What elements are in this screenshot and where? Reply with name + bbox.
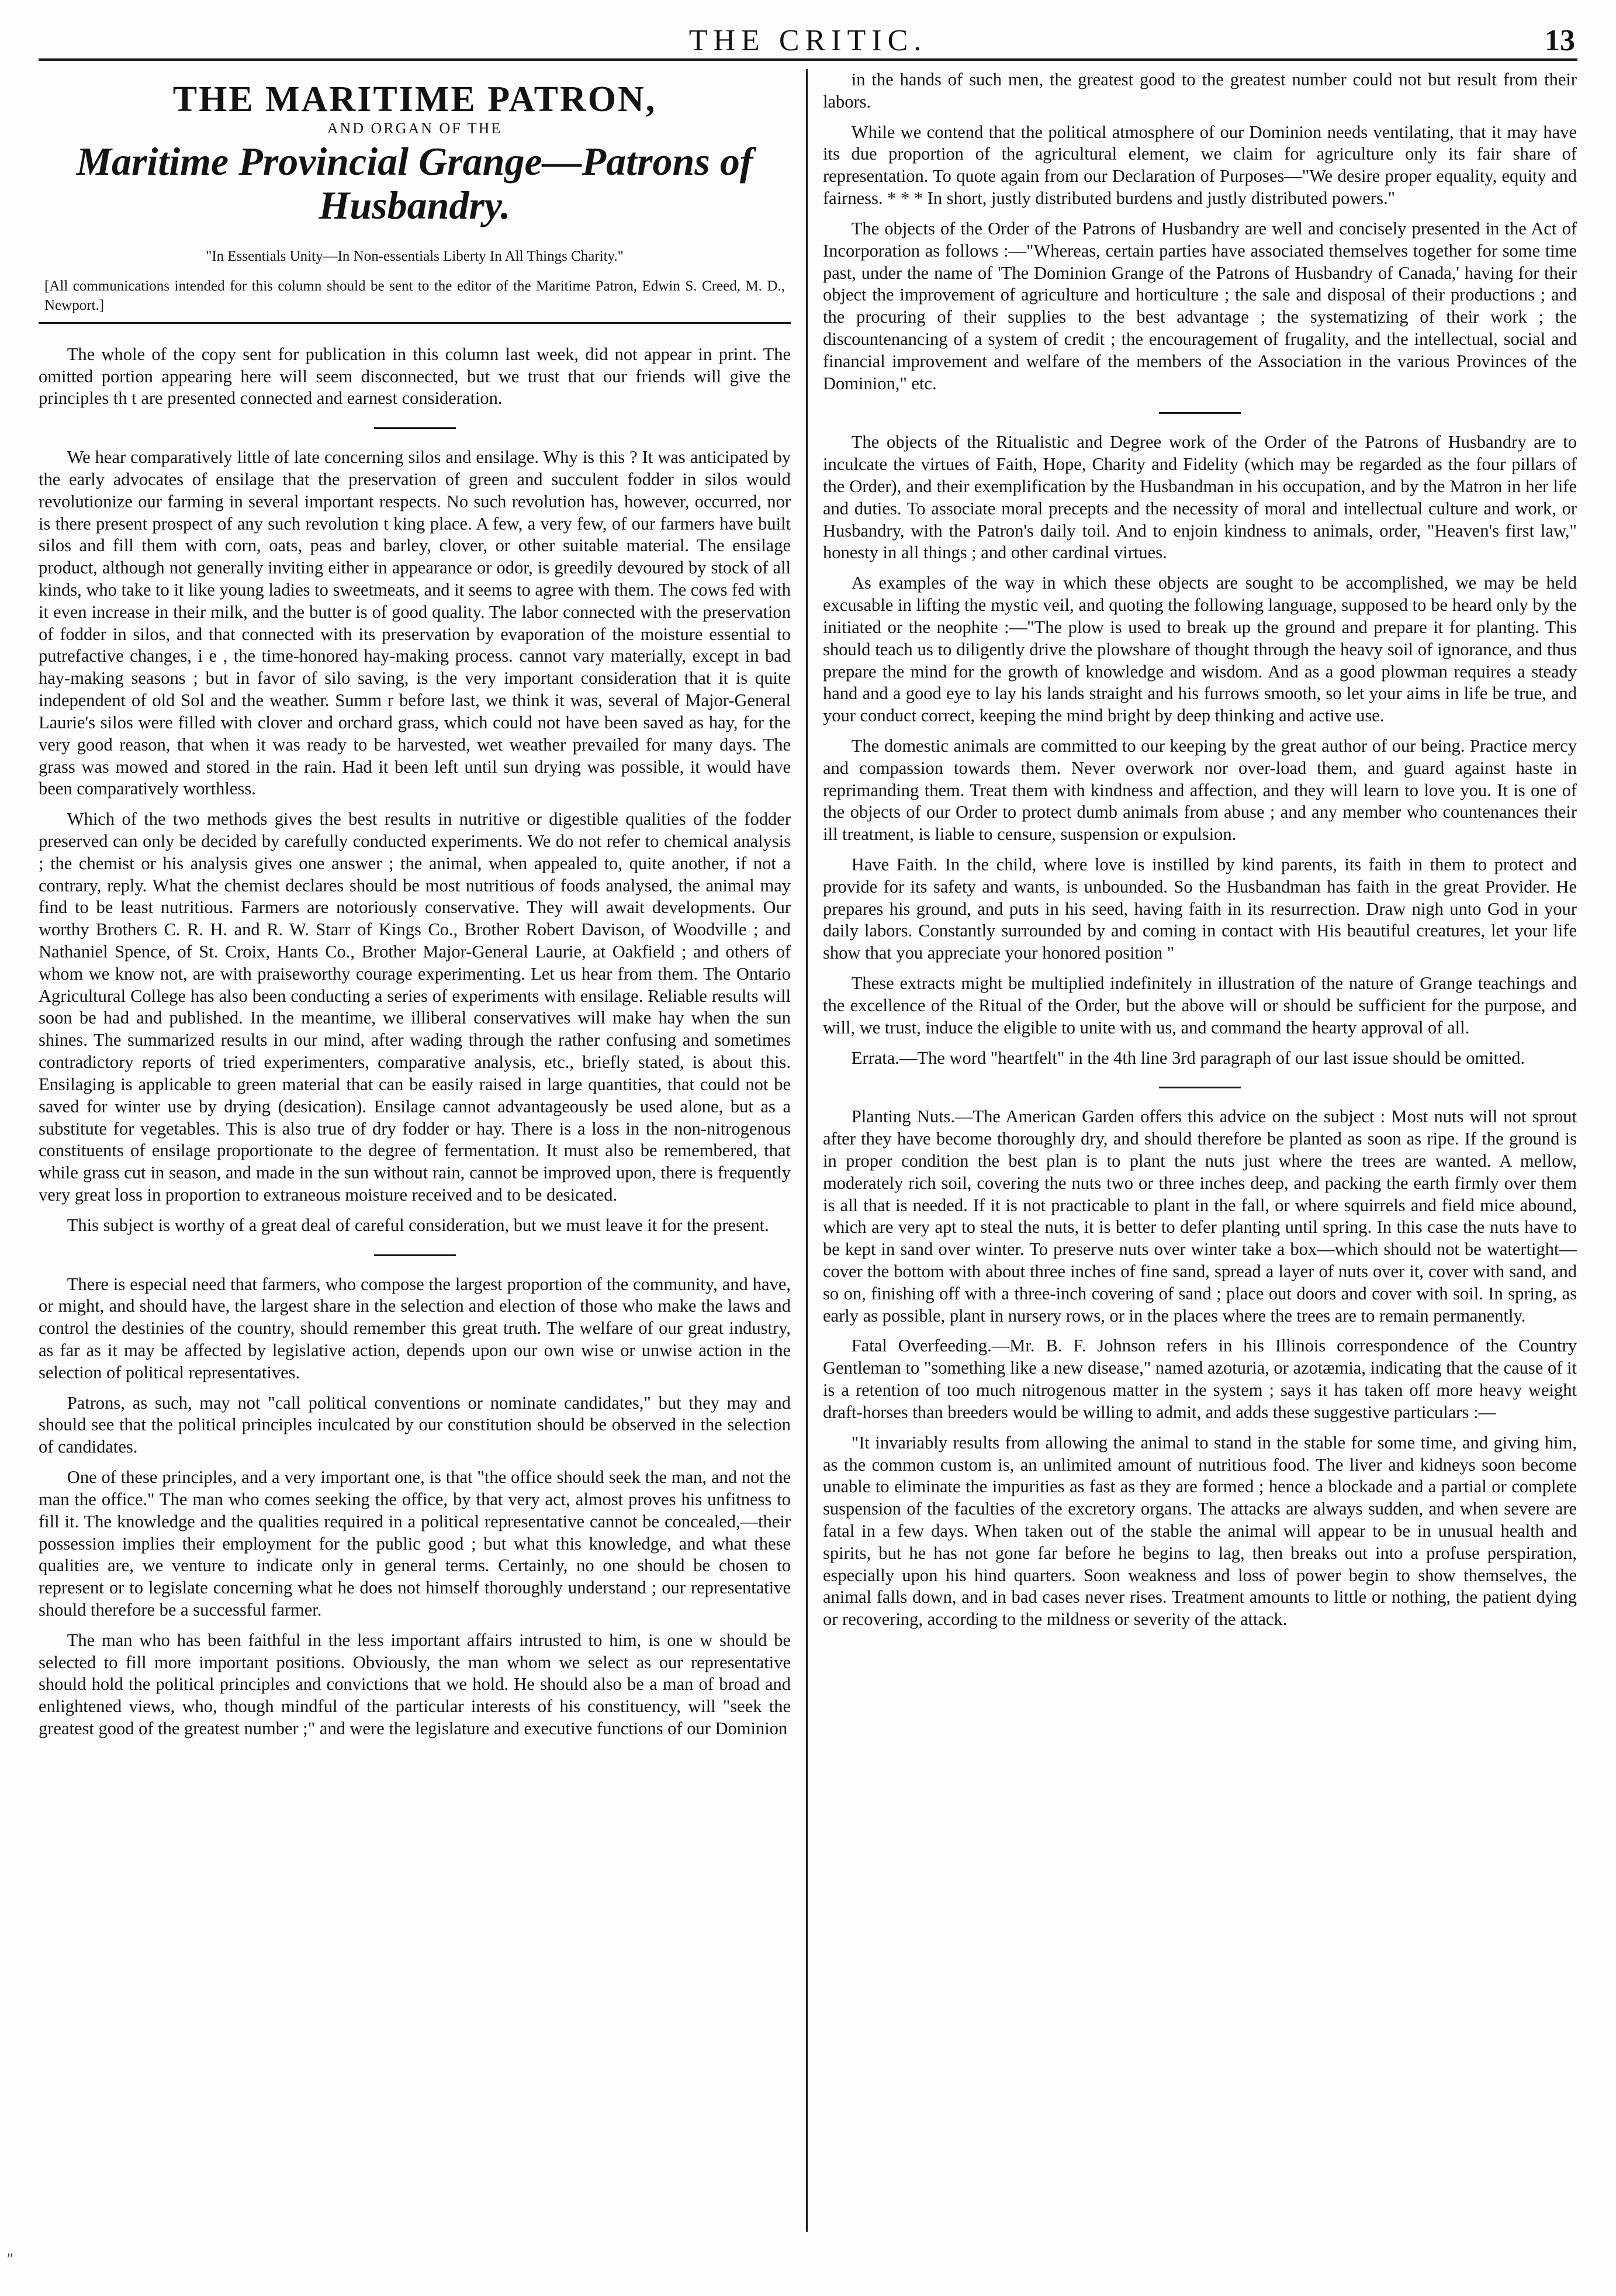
right-block-a xyxy=(823,69,1577,395)
article-paragraph: Which of the two methods gives the best results in nutritive or digestible qualities of the fodder preserved can only be decided by carefully conducted experiments. We do not refer to chemical analysis ; the chemist or his analysis gives one answer ; the animal, when appealed to, quite another, if not a contrary, reply. What the chemist declares should be most nutritious of foods analysed, the animal may find to be least nutritious. Farmers are notoriously conservative. They will await developments. Our worthy Brothers C. R. H. and R. W. Starr of Kings Co., Brother Robert Davison, of Woodville ; and Nathaniel Spence, of St. Croix, Hants Co., Brother Major-General Laurie, at Oakfield ; and others of whom we know not, are with praiseworthy courage experimenting. Let us hear from them. The Ontario Agricultural College has also been conducting a series of experiments with ensilage. Reliable results will soon be had and published. In the meantime, we illiberal conservatives will make hay when the sun shines. The summarized results in our mind, after wading through the rather confusing and sometimes contradictory reports of tried experimenters, comparative analysis, etc., briefly stated, is about this. Ensilaging is applicable to green material that can be easily raised in large quantities, that could not be saved for winter use by drying (desication). Ensilage cannot advantageously be used alone, but as a substitute for vegetables. This is also true of dry fodder or hay. There is a loss in the non-nitrogenous constituents of ensilage proportionate to the degree of fermentation. It must also be remembered, that while grass cut in season, and made in the sun without rain, cannot be improved upon, there is frequently very great loss in proportion to extraneous moisture received and to be desicated. xyxy=(39,809,791,1205)
grange-title: Maritime Provincial Grange—Patrons of Husbandry. xyxy=(76,139,753,227)
motto: "In Essentials Unity—In Non-essentials Liberty In All Things Charity." xyxy=(206,248,624,264)
page-number: 13 xyxy=(1545,24,1575,57)
article-paragraph: We hear comparatively little of late concerning silos and ensilage. Why is this ? It was anticipated by the early advocates of ensilage that the preservation of green and succulent fodder in silos would revolutionize our farming in several important respects. No such revolution has, however, occurred, nor is there present prospect of any such revolution t king place. A few, a very few, of our farmers have built silos and fill them with corn, oats, peas and barley, clover, or other suitable material. The ensilage product, although not generally inviting either in appearance or odor, is greedily devoured by stock of all kinds, who take to it like young ladies to sweetmeats, and it seems to agree with them. The cows fed with it even increase in their milk, and the butter is of good quality. The labor connected with the preservation of fodder in silos, and that connected with its preservation by evaporation of the moisture essential to putrefactive changes, i e , the time-honored hay-making process. cannot vary materially, except in bad hay-making seasons ; but in favor of silo saving, is the very important consideration that it is quite independent of old Sol and the weather. Summ r before last, we think it was, several of Major-General Laurie's silos were filled with clover and orchard grass, which could not have been saved as hay, for the very good reason, that when it was ready to be harvested, wet weather prevailed for many days. The grass was mowed and stored in the rain. Had it been left until sun drying was possible, it would have been comparatively worthless. xyxy=(39,447,791,799)
article-columns xyxy=(39,69,1577,2232)
divider-rule xyxy=(1159,1087,1241,1088)
right-block-b xyxy=(823,431,1577,1069)
article-paragraph: There is especial need that farmers, who compose the largest proportion of the community, and have, or might, and should have, the largest share in the selection and election of those who make the laws and control the destinies of the country, should remember this great truth. The welfare of our great industry, as far as it may be affected by legislative action, depends upon our own wise or unwise action in the selection of political representatives. xyxy=(39,1274,791,1382)
divider-rule xyxy=(374,1254,456,1256)
page-header xyxy=(39,16,1577,61)
section-subtitle: AND ORGAN OF THE xyxy=(327,120,503,137)
margin-mark: ″ xyxy=(7,2250,13,2267)
article-paragraph: While we contend that the political atmosphere of our Dominion needs ventilating, that it may have its due proportion of the agricultural element, we claim for agriculture only its fair share of representation. To quote again from our Declaration of Purposes—"We desire proper equality, equity and fairness. * * * In short, justly distributed burdens and justly distributed powers." xyxy=(823,122,1577,209)
article-paragraph: The domestic animals are committed to our keeping by the great author of our being. Practice mercy and compassion towards them. Never overwork nor over-load them, and guard against haste in reprimanding them. Treat them with kindness and affection, and they will learn to love you. It is one of the objects of our Order to protect dumb animals from abuse ; and any member who countenances their ill treatment, is liable to censure, suspension or expulsion. xyxy=(823,735,1577,845)
article-paragraph: The man who has been faithful in the less important affairs intrusted to him, is one w should be selected to fill more important positions. Obviously, the man whom we select as our representative should hold the political principles and convictions that we hold. He should also be a man of broad and enlightened views, who, though mindful of the particular interests of his constituency, will "seek the greatest good of the greatest number ;" and were the legislature and executive functions of our Dominion xyxy=(39,1630,791,1738)
article-paragraph: in the hands of such men, the greatest good to the greatest number could not but result from their labors. xyxy=(823,70,1577,112)
article-paragraph: The objects of the Ritualistic and Degree work of the Order of the Patrons of Husbandry are to inculcate the virtues of Faith, Hope, Charity and Fidelity (which may be regarded as the four pillars of the Order), and their exemplification by the Husbandman in his occupation, and by the Matron in her life and duties. To associate moral precepts and the necessity of moral and intellectual culture and work, or Husbandry, with the Patron's daily toil. And to enjoin kindness to animals, order, "Heaven's first law," honesty in all things ; and other cardinal virtues. xyxy=(823,432,1577,563)
left-block-a xyxy=(39,344,791,410)
article-paragraph: This subject is worthy of a great deal of careful consideration, but we must leave it for the present. xyxy=(67,1215,769,1235)
article-paragraph: Have Faith. In the child, where love is instilled by kind parents, its faith in them to protect and provide for its safety and wants, is unbounded. So the Husbandman has faith in the great Provider. He prepares his ground, and puts in his seed, having faith in its resurrection. Draw nigh unto God in your daily labors. Constantly surrounded by and coming in contact with His beautiful creatures, let your life show that you appreciate your honored position " xyxy=(823,855,1577,963)
left-block-b xyxy=(39,447,791,1236)
divider-rule xyxy=(374,427,456,429)
article-paragraph: One of these principles, and a very important one, is that "the office should seek the man, and not the man the office." The man who comes seeking the office, by that very act, almost proves his unfitness to fill it. The knowledge and the qualities required in a political representative cannot be concealed,—their possession implies their employment for the public good ; but what this knowledge, and what these qualities are, we venture to indicate only in general terms. Certainly, no one should be chosen to represent or to legislate concerning what he does not himself thoroughly understand ; our representative should therefore be a successful farmer. xyxy=(39,1467,791,1620)
right-column xyxy=(808,69,1577,2232)
article-paragraph: Fatal Overfeeding.—Mr. B. F. Johnson refers in his Illinois correspondence of the Country Gentleman to "something like a new disease," named azoturia, or azotæmia, indicating that the cause of it is a retention of too much nitrogenous matter in the system ; says it has taken off more heavy weight draft-horses than breeders would be willing to admit, and adds these suggestive particulars :— xyxy=(823,1336,1577,1422)
masthead-title: THE CRITIC. xyxy=(688,24,928,57)
divider-rule xyxy=(1159,412,1241,414)
article-paragraph: The whole of the copy sent for publication in this column last week, did not appear in print. The omitted portion appearing here will seem disconnected, but we trust that our friends will give the principles th t are presented connected and earnest consideration. xyxy=(39,344,791,409)
article-paragraph: Planting Nuts.—The American Garden offers this advice on the subject : Most nuts will not sprout after they have become thoroughly dry, and should therefore be planted as soon as ripe. If the ground is in proper condition the best plan is to plant the nuts just where the trees are wanted. A mellow, moderately rich soil, covering the nuts two or three inches deep, and packing the earth firmly over them is all that is needed. If it is not practicable to plant in the fall, or where squirrels and field mice abound, which are very apt to steal the nuts, it is better to defer planting until spring. In this case the nuts have to be kept in sand over winter. To preserve nuts over winter take a box—which should not be watertight—cover the bottom with about three inches of fine sand, spread a layer of nuts over it, cover with sand, and so on, finishing off with a three-inch covering of sand ; place out doors and cover with soil. In spring, as early as possible, plant in nursery rows, or in the places where the trees are to remain permanently. xyxy=(823,1106,1577,1326)
editor-notice: [All communications intended for this column should be sent to the editor of the Maritime Patron, Edwin S. Creed, M. D., Newport.] xyxy=(44,278,785,313)
left-column xyxy=(39,69,808,2232)
article-paragraph: Errata.—The word "heartfelt" in the 4th line 3rd paragraph of our last issue should be omitted. xyxy=(851,1047,1525,1068)
article-paragraph: "It invariably results from allowing the animal to stand in the stable for some time, and giving him, as the common custom is, an unlimited amount of nutritious food. The liver and kidneys soon become unable to eliminate the impurities as fast as they are formed ; hence a blockade and a partial or complete suspension of the faculties of the excretory organs. The attacks are always sudden, and when severe are fatal in a few days. When taken out of the stable the animal will appear to be in unusual health and spirits, but he has not gone far before he begins to lag, then breaks out into a profuse perspiration, especially upon his hind quarters. Soon weakness and loss of power begin to show themselves, the animal falls down, and in bad cases never rises. Treatment amounts to little or nothing, the patient dying or recovering, according to the mildness or severity of the attack. xyxy=(823,1432,1577,1630)
right-block-c xyxy=(823,1106,1577,1631)
section-title: THE MARITIME PATRON, xyxy=(172,79,657,119)
left-block-c xyxy=(39,1274,791,1740)
article-paragraph: The objects of the Order of the Patrons of Husbandry are well and concisely presented in the Act of Incorporation as follows :—"Whereas, certain parties have associated themselves together for some time past, under the name of 'The Dominion Grange of the Patrons of Husbandry of Canada,' having for their object the improvement of agriculture and horticulture ; the sale and disposal of their productions ; and the procuring of their supplies to the best advantage ; the systematizing of their work ; the discountenancing of a system of credit ; the encouragement of frugality, and the intellectual, social and financial improvement and welfare of the members of the Association in the various Provinces of the Dominion," etc. xyxy=(823,218,1577,393)
divider-rule xyxy=(39,322,791,324)
article-paragraph: Patrons, as such, may not "call political conventions or nominate candidates," but they may and should see that the political principles inculcated by our constitution should be observed in the selection of candidates. xyxy=(39,1392,791,1457)
article-paragraph: These extracts might be multiplied indefinitely in illustration of the nature of Grange teachings and the excellence of the Ritual of the Order, but the above will or should be sufficient for the purpose, and will, we trust, induce the eligible to unite with us, and command the hearty approval of all. xyxy=(823,973,1577,1038)
article-paragraph: As examples of the way in which these objects are sought to be accomplished, we may be held excusable in lifting the mystic veil, and quoting the following language, supposed to be heard only by the initiated or the neophite :—"The plow is used to break up the ground and prepare it for planting. This should teach us to diligently drive the plowshare of thought through the heavy soil of ignorance, and thus prepare the mind for the growth of knowledge and wisdom. And as a good plowman requires a steady hand and a good eye to lay his lands straight and his furrows smooth, so let your aims in life be true, and your conduct correct, keeping the mind bright by deep thinking and active use. xyxy=(823,573,1577,726)
